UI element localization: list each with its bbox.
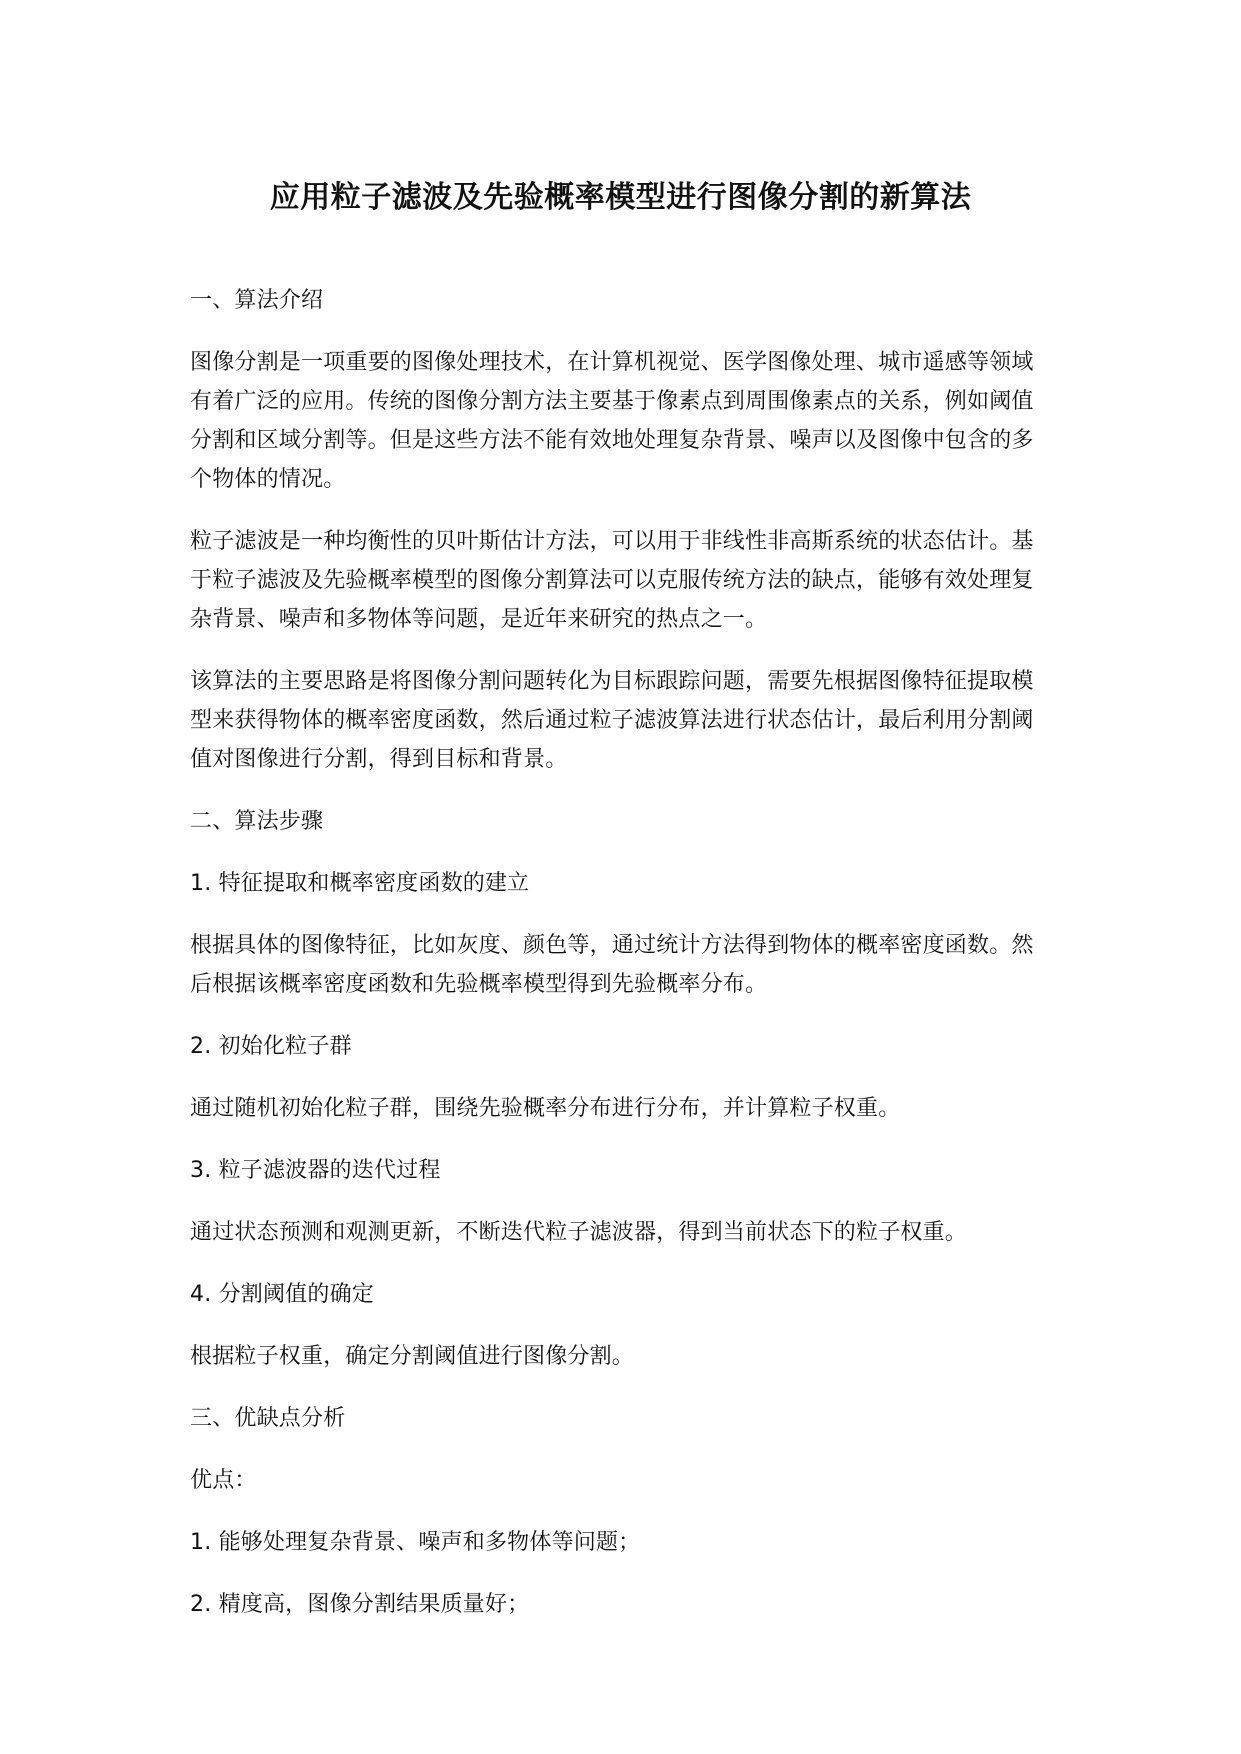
step-1-title: 1. 特征提取和概率密度函数的建立	[190, 871, 530, 896]
section-heading-intro: 一、算法介绍	[190, 288, 324, 313]
section-heading-steps: 二、算法步骤	[190, 809, 324, 834]
advantage-item-1: 1. 能够处理复杂背景、噪声和多物体等问题；	[190, 1530, 641, 1555]
paragraph-intro-3: 该算法的主要思路是将图像分割问题转化为目标跟踪问题，需要先根据图像特征提取模型来获得物体的概率密度函数，然后通过粒子滤波算法进行状态估计，最后利用分割阈值对图像进行分割，得到目标和背景。	[190, 669, 1034, 772]
document-body	[190, 281, 1055, 1647]
document-title: 应用粒子滤波及先验概率模型进行图像分割的新算法	[269, 180, 972, 215]
step-4-body: 根据粒子权重，确定分割阈值进行图像分割。	[190, 1344, 635, 1369]
step-2-body: 通过随机初始化粒子群，围绕先验概率分布进行分布，并计算粒子权重。	[190, 1096, 901, 1121]
paragraph-intro-1: 图像分割是一项重要的图像处理技术，在计算机视觉、医学图像处理、城市遥感等领域有着广泛的应用。传统的图像分割方法主要基于像素点到周围像素点的关系，例如阈值分割和区域分割等。但是这些方法不能有效地处理复杂背景、噪声以及图像中包含的多个物体的情况。	[190, 350, 1034, 492]
step-2-title: 2. 初始化粒子群	[190, 1034, 352, 1059]
paragraph-intro-2: 粒子滤波是一种均衡性的贝叶斯估计方法，可以用于非线性非高斯系统的状态估计。基于粒子滤波及先验概率模型的图像分割算法可以克服传统方法的缺点，能够有效处理复杂背景、噪声和多物体等问题，是近年来研究的热点之一。	[190, 529, 1034, 632]
section-heading-analysis: 三、优缺点分析	[190, 1406, 346, 1431]
step-3-body: 通过状态预测和观测更新，不断迭代粒子滤波器，得到当前状态下的粒子权重。	[190, 1220, 968, 1245]
advantages-label: 优点：	[190, 1468, 257, 1493]
step-3-title: 3. 粒子滤波器的迭代过程	[190, 1158, 441, 1183]
advantage-item-2: 2. 精度高，图像分割结果质量好；	[190, 1592, 530, 1617]
step-1-body: 根据具体的图像特征，比如灰度、颜色等，通过统计方法得到物体的概率密度函数。然后根据该概率密度函数和先验概率模型得到先验概率分布。	[190, 933, 1034, 997]
step-4-title: 4. 分割阈值的确定	[190, 1282, 374, 1307]
